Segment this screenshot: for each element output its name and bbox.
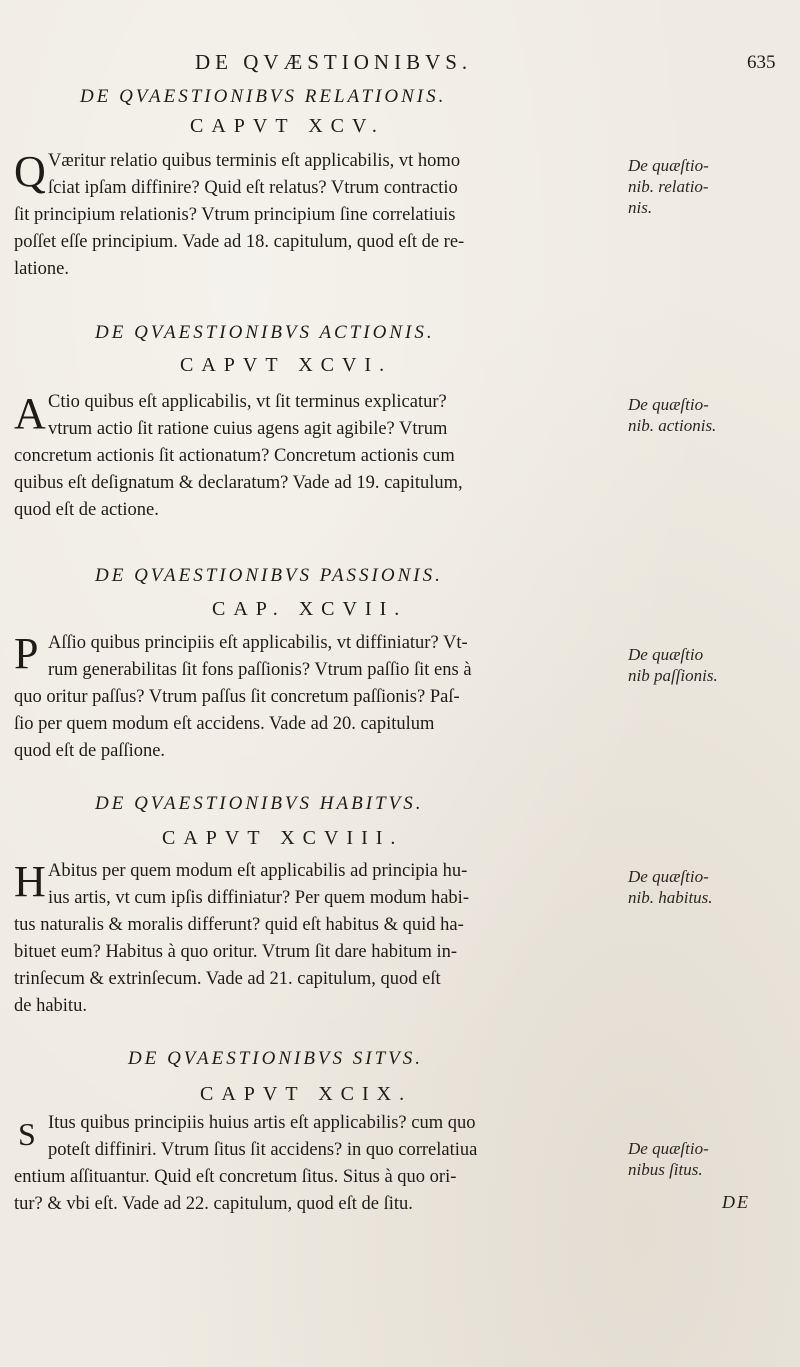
text-line: bituet eum? Habitus à quo oritur. Vtrum ſit dare habitum in-: [14, 942, 458, 962]
margin-note-line: nib. actionis.: [628, 416, 717, 435]
paragraph-situs: [48, 1110, 610, 1164]
text-line: latione.: [14, 259, 69, 279]
drop-cap-s: S: [18, 1116, 36, 1152]
paragraph-relationis-cont: [14, 202, 602, 283]
text-line: Ctio quibus eſt applicabilis, vt ſit terminus explicatur?: [48, 392, 447, 412]
text-line: poteſt diffiniri. Vtrum ſitus ſit accidens? in quo correlatiua: [48, 1140, 478, 1160]
margin-note-line: De quæſtio-: [628, 395, 709, 414]
chapter-heading-xcvi: CAPVT XCVI.: [180, 354, 393, 376]
text-line: Væritur relatio quibus terminis eſt applicabilis, vt homo: [48, 151, 461, 171]
margin-note-line: De quæſtio: [628, 645, 704, 664]
section-title-situs: DE QVAESTIONIBVS SITVS.: [128, 1048, 424, 1069]
text-line: quod eſt de paſſione.: [14, 741, 166, 761]
text-line: Aſſio quibus principiis eſt applicabilis, vt diffiniatur? Vt-: [48, 633, 468, 653]
text-line: poſſet eſſe principium. Vade ad 18. capitulum, quod eſt de re-: [14, 232, 465, 252]
margin-note-passionis: [628, 644, 798, 686]
margin-note-habitus: [628, 866, 798, 908]
text-line: ſio per quem modum eſt accidens. Vade ad 20. capitulum: [14, 714, 435, 734]
margin-note-relationis: [628, 155, 798, 218]
text-line: quod eſt de actione.: [14, 500, 159, 520]
margin-note-line: De quæſtio-: [628, 867, 709, 886]
margin-note-line: De quæſtio-: [628, 156, 709, 175]
catchword: DE: [722, 1192, 750, 1212]
margin-note-actionis: [628, 394, 798, 436]
paragraph-actionis: [48, 389, 610, 443]
margin-note-line: nis.: [628, 198, 653, 217]
text-line: Itus quibus principiis huius artis eſt applicabilis? cum quo: [48, 1113, 476, 1133]
text-line: ſciat ipſam diffinire? Quid eſt relatus? Vtrum contractio: [48, 178, 458, 198]
text-line: rum generabilitas ſit fons paſſionis? Vtrum paſſio ſit ens à: [48, 660, 472, 680]
section-title-actionis: DE QVAESTIONIBVS ACTIONIS.: [95, 322, 435, 343]
text-line: quibus eſt deſignatum & declaratum? Vade ad 19. capitulum,: [14, 473, 463, 493]
margin-note-line: De quæſtio-: [628, 1139, 709, 1158]
margin-note-situs: [628, 1138, 798, 1180]
text-line: concretum actionis ſit actionatum? Concretum actionis cum: [14, 446, 455, 466]
paragraph-situs-cont: [14, 1164, 602, 1218]
text-line: ius artis, vt cum ipſis diffiniatur? Per quem modum habi-: [48, 888, 469, 908]
drop-cap-p: P: [14, 629, 39, 678]
paragraph-habitus: [48, 858, 610, 912]
section-title-passionis: DE QVAESTIONIBVS PASSIONIS.: [95, 565, 443, 586]
running-title: DE QVÆSTIONIBVS.: [195, 50, 473, 74]
text-line: de habitu.: [14, 996, 87, 1016]
text-line: quo oritur paſſus? Vtrum paſſus ſit concretum paſſionis? Paſ-: [14, 687, 460, 707]
chapter-heading-xcix: CAPVT XCIX.: [200, 1083, 413, 1105]
chapter-heading-xcvii: CAP. XCVII.: [212, 598, 408, 620]
text-line: tus naturalis & moralis differunt? quid eſt habitus & quid ha-: [14, 915, 464, 935]
margin-note-line: nib. habitus.: [628, 888, 713, 907]
text-line: vtrum actio ſit ratione cuius agens agit agibile? Vtrum: [48, 419, 448, 439]
chapter-heading-xcv: CAPVT XCV.: [190, 115, 385, 137]
section-title-relationis: DE QVAESTIONIBVS RELATIONIS.: [80, 86, 447, 107]
text-line: Abitus per quem modum eſt applicabilis ad principia hu-: [48, 861, 468, 881]
margin-note-line: nib paſſionis.: [628, 666, 718, 685]
text-line: entium aſſituantur. Quid eſt concretum ſitus. Situs à quo ori-: [14, 1167, 457, 1187]
text-line: trinſecum & extrinſecum. Vade ad 21. capitulum, quod eſt: [14, 969, 441, 989]
text-line: tur? & vbi eſt. Vade ad 22. capitulum, quod eſt de ſitu.: [14, 1194, 413, 1214]
paragraph-passionis: [48, 630, 610, 684]
paragraph-passionis-cont: [14, 684, 602, 765]
drop-cap-h: H: [14, 857, 46, 906]
chapter-heading-xcviii: CAPVT XCVIII.: [162, 827, 404, 849]
page-number: 635: [747, 52, 776, 73]
margin-note-line: nibus ſitus.: [628, 1160, 703, 1179]
drop-cap-q: Q: [14, 147, 46, 196]
paragraph-relationis: [48, 148, 610, 202]
margin-note-line: nib. relatio-: [628, 177, 709, 196]
text-line: ſit principium relationis? Vtrum principium ſine correlatiuis: [14, 205, 456, 225]
section-title-habitus: DE QVAESTIONIBVS HABITVS.: [95, 793, 424, 814]
drop-cap-a: A: [14, 389, 46, 438]
paragraph-habitus-cont: [14, 912, 602, 1020]
paragraph-actionis-cont: [14, 443, 602, 524]
